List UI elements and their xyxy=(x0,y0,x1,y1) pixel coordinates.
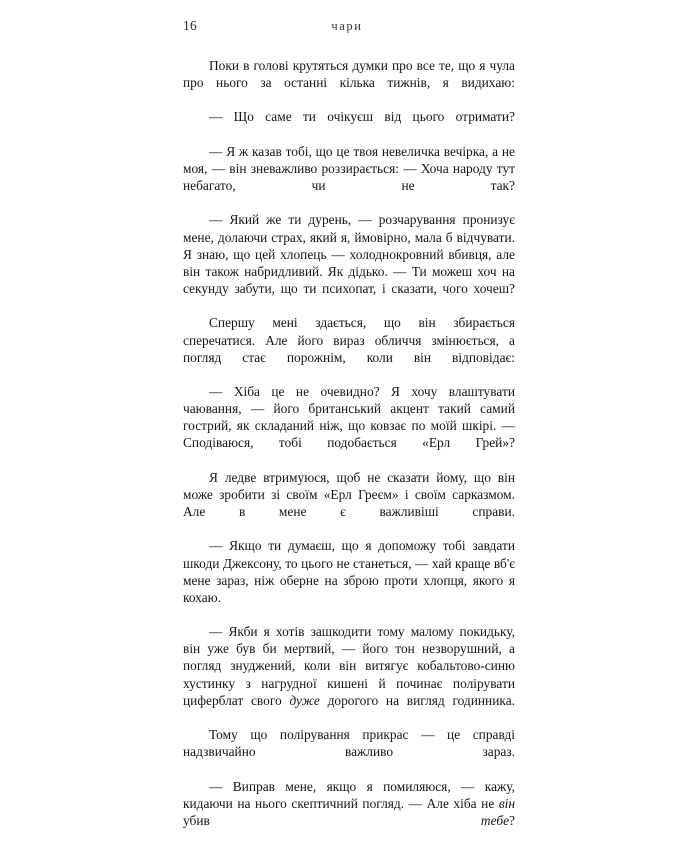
paragraph: Поки в голові крутяться думки про все те, що я чула про нього за останні кілька тижнів, я видихаю: xyxy=(183,58,515,91)
running-head xyxy=(183,18,515,38)
body-text xyxy=(183,57,515,846)
paragraph: — Що саме ти очікуєш від цього отримати? xyxy=(209,109,515,125)
paragraph: — Я ж казав тобі, що це твоя невеличка вечірка, а не моя, — він зневажливо роззирається: — Хоча народу тут небагато, чи не так? xyxy=(183,143,515,194)
paragraph: — Який же ти дурень, — розчарування пронизує мене, долаючи страх, який я, ймовірно, мала б відчувати. Я знаю, що цей хлопець — холоднокровний вбивця, але він також набридливий. Як дідько. — Ти можеш хоч на секунду забути, що ти психопат, і сказати, чого хочеш? xyxy=(183,212,515,297)
paragraph: Спершу мені здається, що він збирається сперечатися. Але його вираз обличчя змінюється, а погляд стає порожнім, коли він відповідає: xyxy=(183,315,515,365)
paragraph: Я ледве втримуюся, щоб не сказати йому, що він може зробити зі своїм «Ерл Греєм» і своїм сарказмом. Але в мене є важливіші справи. xyxy=(183,469,515,520)
paragraph: — Якби я хотів зашкодити тому малому покидьку, він уже був би мертвий, — його тон незворушний, а погляд знуджений, коли він витягує кобальтово-синю хустинку з нагрудної кишені й починає полірувати циферблат свого дуже дорогого на вигляд годинника. xyxy=(183,624,515,708)
paragraph: — Якщо ти думаєш, що я допоможу тобі завдати шкоди Джексону, то цього не станеться, — хай краще вб'є мене зараз, ніж оберне на зброю проти хлопця, якого я кохаю. xyxy=(183,538,515,605)
paragraph: — Хіба це не очевидно? Я хочу влаштувати чаювання, — його британський акцент такий самий гострий, як складаний ніж, що ковзає по моїй шкірі. — Сподіваюся, тобі подобається «Ерл Грей»? xyxy=(183,383,515,451)
paragraph: Тому що полірування прикрас — це справді надзвичайно важливо зараз. xyxy=(183,727,515,760)
running-title: чари xyxy=(331,19,363,33)
paragraph: — Виправ мене, якщо я помиляюся, — кажу, кидаючи на нього скептичний погляд. — Але хіба не він убив тебе? xyxy=(183,778,515,828)
page-number: 16 xyxy=(183,18,197,33)
